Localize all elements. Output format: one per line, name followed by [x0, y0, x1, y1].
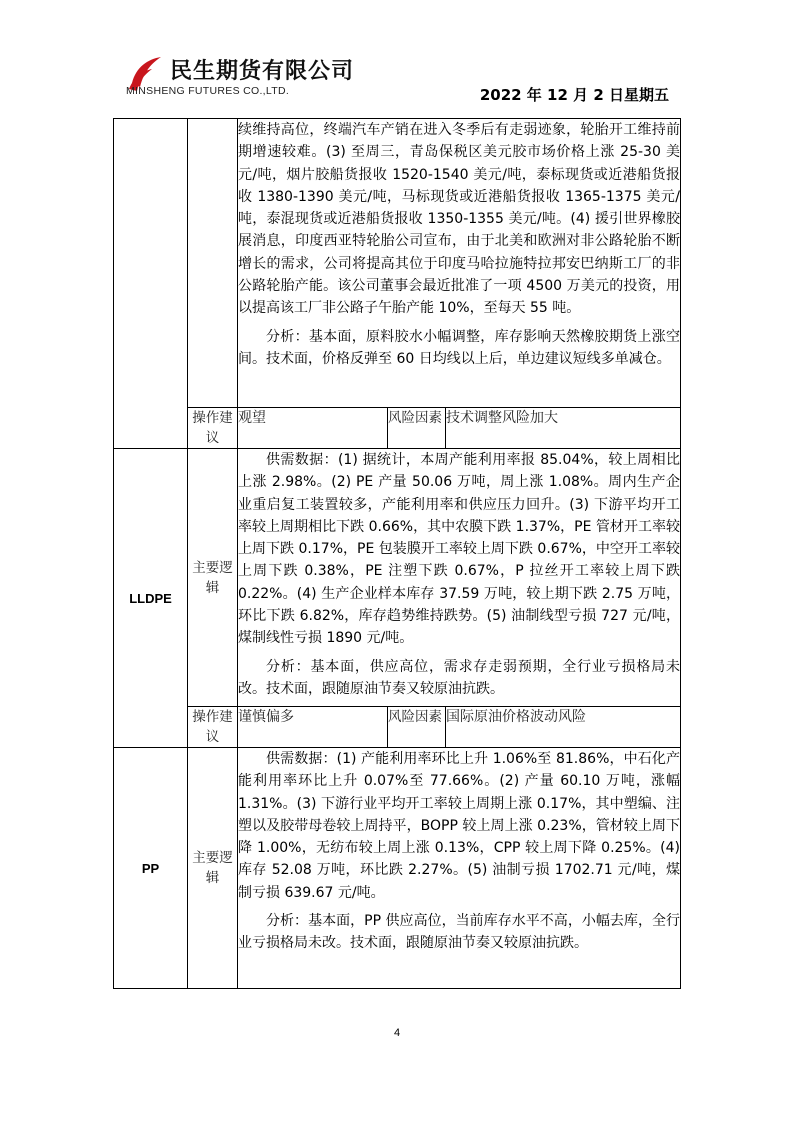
advice-value: 谨慎偏多	[238, 707, 388, 748]
logic-label-empty	[188, 119, 238, 408]
product-cell-empty	[114, 119, 188, 408]
risk-value: 技术调整风险加大	[446, 408, 681, 449]
report-date: 2022 年 12 月 2 日星期五	[479, 86, 669, 104]
logic-label: 主要逻辑	[188, 748, 238, 989]
advice-value: 观望	[238, 408, 388, 449]
logic-label: 主要逻辑	[188, 449, 238, 707]
product-cell-empty	[114, 408, 188, 449]
page-header	[0, 0, 794, 120]
lldpe-supply-paragraph: 供需数据：(1) 据统计，本周产能利用率报 85.04%，较上周相比上涨 2.98%。(2) PE 产量 50.06 万吨，周上涨 1.08%。周内生产企业重启复工装置较多，产能利用率和供应压力回升。(3) 下游平均开工率较上周期相比下跌 0.66%，其中农膜下跌 1.37%，PE 管材开工率较上周下跌 0.17%，PE 包装膜开工率较上周下跌 0.67%，中空开工率较上周下跌 0.38%，PE 注塑下跌 0.67%，P 拉丝开工率较上周下跌 0.22%。(4) 生产企业样本库存 37.59 万吨，较上期下跌 2.75 万吨，环比下跌 6.82%，库存趋势维持跌势。(5) 油制线型亏损 727 元/吨，煤制线性亏损 1890 元/吨。	[238, 452, 680, 647]
advice-label: 操作建议	[188, 707, 238, 748]
lldpe-analysis-paragraph: 分析：基本面，供应高位，需求存走弱预期，全行业亏损格局未改。技术面，跟随原油节奏又较原油抗跌。	[238, 658, 680, 697]
rubber-logic-text	[238, 119, 681, 408]
risk-label: 风险因素	[388, 707, 446, 748]
product-name-pp: PP	[114, 748, 188, 989]
pp-analysis-paragraph: 分析：基本面，PP 供应高位，当前库存水平不高，小幅去库，全行业亏损格局未改。技术面，跟随原油节奏又较原油抗跌。	[238, 913, 680, 952]
pp-supply-paragraph: 供需数据：(1) 产能利用率环比上升 1.06%至 81.86%，中石化产能利用率环比上升 0.07%至 77.66%。(2) 产量 60.10 万吨，涨幅 1.31%。(3) 下游行业平均开工率较上周期上涨 0.17%，其中塑编、注塑以及胶带母卷较上周持平，BOPP 较上周上涨 0.23%，管材较上周下降 1.00%，无纺布较上周上涨 0.13%，CPP 较上周下降 0.25%。(4) 库存 52.08 万吨，环比跌 2.27%。(5) 油制亏损 1702.71 元/吨，煤制亏损 639.67 元/吨。	[238, 751, 680, 901]
pp-logic-row	[114, 748, 681, 989]
lldpe-advice-row	[114, 707, 681, 748]
risk-value: 国际原油价格波动风险	[446, 707, 681, 748]
commodity-table	[113, 118, 681, 989]
company-name-en: MINSHENG FUTURES CO.,LTD.	[126, 85, 290, 97]
page-number: 4	[393, 1027, 401, 1039]
rubber-advice-row	[114, 408, 681, 449]
rubber-analysis-paragraph: 分析：基本面，原料胶水小幅调整，库存影响天然橡胶期货上涨空间。技术面，价格反弹至 60 日均线以上后，单边建议短线多单减仓。	[238, 328, 680, 367]
company-name-cn: 民生期货有限公司	[170, 59, 355, 84]
lldpe-logic-row	[114, 449, 681, 707]
rubber-logic-row	[114, 119, 681, 408]
lldpe-logic-text	[238, 449, 681, 707]
advice-label: 操作建议	[188, 408, 238, 449]
product-name-lldpe: LLDPE	[114, 449, 188, 748]
pp-logic-text	[238, 748, 681, 989]
risk-label: 风险因素	[388, 408, 446, 449]
rubber-logic-paragraph: 续维持高位，终端汽车产销在进入冬季后有走弱迹象，轮胎开工维持前期增速较难。(3) 至周三，青岛保税区美元胶市场价格上涨 25-30 美元/吨，烟片胶船货报收 1520-1540 美元/吨，泰标现货或近港船货报收 1380-1390 美元/吨，马标现货或近港船货报收 1365-1375 美元/吨，泰混现货或近港船货报收 1350-1355 美元/吨。(4) 援引世界橡胶展消息，印度西亚特轮胎公司宣布，由于北美和欧洲对非公路轮胎不断增长的需求，公司将提高其位于印度马哈拉施特拉邦安巴纳斯工厂的非公路轮胎产能。该公司董事会最近批准了一项 4500 万美元的投资，用以提高该工厂非公路子午胎产能 10%，至每天 55 吨。	[238, 122, 680, 317]
